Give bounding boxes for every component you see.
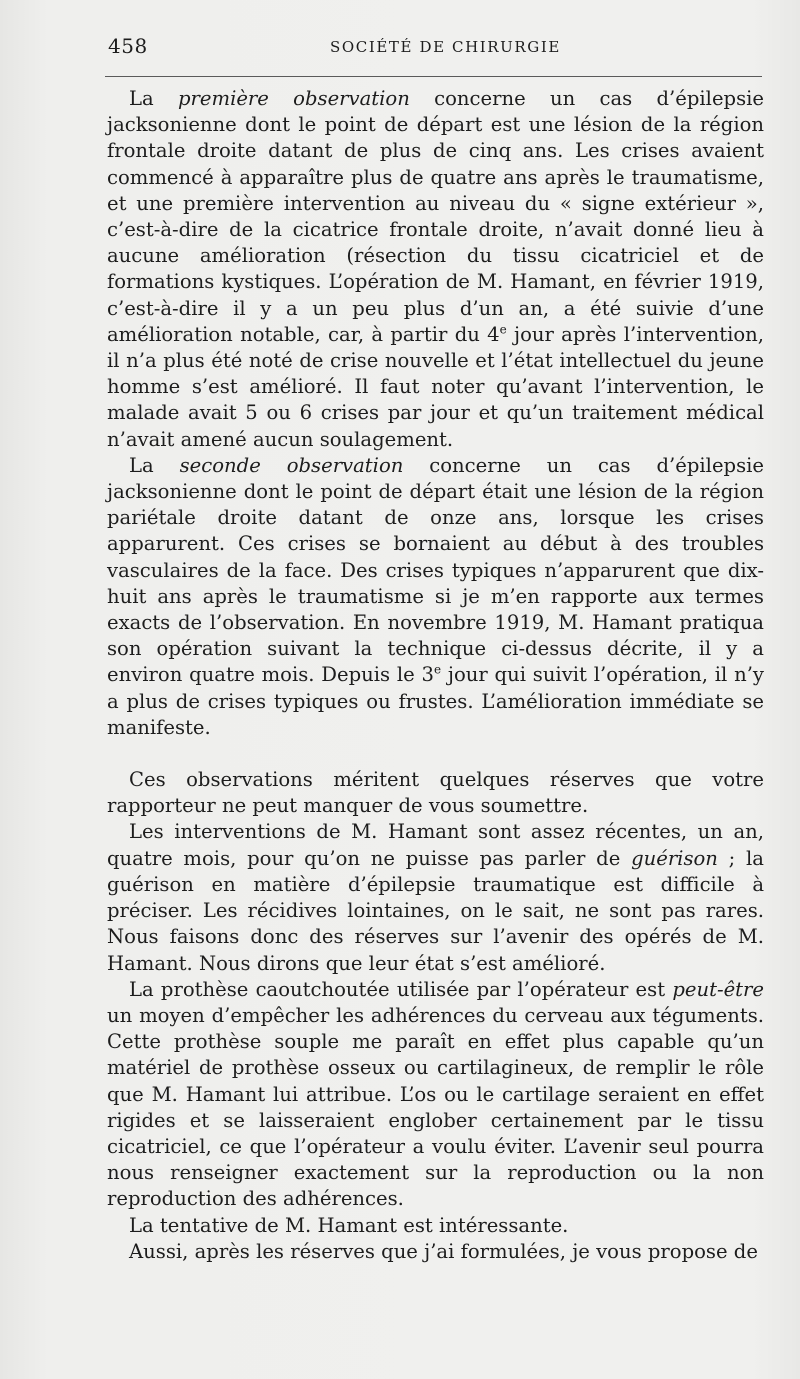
superscript: e (434, 662, 442, 677)
paragraph (107, 819, 764, 976)
italic-text: guérison (631, 846, 718, 870)
italic-text: peut-être (672, 977, 764, 1001)
paragraph (107, 767, 764, 819)
text-run: concerne un cas d’épilepsie jacksonienne dont le point de départ était une lésion de la région pariétale droite datant de onze ans, lorsque les crises apparurent. Ces crises se bornaient au début à des troubles vasculaires de la face. Des crises typiques n’apparurent que dix-huit ans après le traumatisme si je m’en rapporte aux termes exacts de l’observation. En novembre 1919, M. Hamant pratiqua son opération suivant la technique ci-dessus décrite, il y a environ quatre mois. Depuis le 3 (107, 453, 765, 687)
paragraph (107, 1239, 764, 1265)
body-text (107, 86, 764, 1265)
superscript: e (499, 322, 507, 337)
text-run: Ces observations méritent quelques réserves que votre rapporteur ne peut manquer de vous soumettre. (107, 768, 764, 818)
text-run: La (129, 453, 180, 477)
paragraph (107, 86, 764, 453)
text-run: La tentative de M. Hamant est intéressante. (129, 1213, 569, 1237)
text-run: jour après l’intervention, il n’a plus été noté de crise nouvelle et l’état intellectuel du jeune homme s’est amélioré. Il faut noter qu’avant l’intervention, le malade avait 5 ou 6 crises par jour et qu’un traitement médical n’avait amené aucun soulagement. (107, 322, 764, 451)
italic-text: première observation (177, 87, 410, 110)
italic-text: seconde observation (179, 453, 404, 477)
page-header (108, 30, 768, 60)
text-run: La (129, 87, 178, 110)
paragraph (107, 453, 764, 741)
paragraph (107, 1213, 764, 1239)
text-run: jour qui suivit l’opération, il n’y a plus de crises typiques ou frustes. L’amélioration immédiate se manifeste. (107, 663, 764, 739)
page-number: 458 (108, 34, 148, 58)
text-run: ; la guérison en matière d’épilepsie traumatique est difficile à préciser. Les récidives lointaines, on le sait, ne sont pas rares. Nous faisons donc des réserves sur l’avenir des opérés de M. Hamant. Nous dirons que leur état s’est amélioré. (107, 846, 764, 975)
text-run: concerne un cas d’épilepsie jacksonienne dont le point de départ est une lésion de la région frontale droite datant de plus de cinq ans. Les crises avaient commencé à apparaître plus de quatre ans après le traumatisme, et une première intervention au niveau du « signe extérieur », c’est-à-dire de la cicatrice frontale droite, n’avait donné lieu à aucune amélioration (résection du tissu cicatriciel et de formations kystiques. L’opération de M. Hamant, en février 1919, c’est-à-dire il y a un peu plus d’un an, a été suivie d’une amélioration notable, car, à partir du 4 (107, 87, 764, 346)
text-run: Les interventions de M. Hamant sont assez récentes, un an, quatre mois, pour qu’on ne puisse pas parler de (107, 820, 764, 870)
paragraph (107, 977, 764, 1213)
text-run: Aussi, après les réserves que j’ai formulées, je vous propose de (129, 1239, 758, 1263)
header-rule (105, 76, 762, 77)
text-run: un moyen d’empêcher les adhérences du cerveau aux téguments. Cette prothèse souple me paraît en effet plus capable qu’un matériel de prothèse osseux ou cartilagineux, de remplir le rôle que M. Hamant lui attribue. L’os ou le cartilage seraient en effet rigides et se laisseraient englober certainement par le tissu cicatriciel, ce que l’opérateur a voulu éviter. L’avenir seul pourra nous renseigner exactement sur la reproduction ou la non reproduction des adhérences. (107, 1003, 764, 1211)
text-run: La prothèse caoutchoutée utilisée par l’opérateur est (129, 977, 673, 1001)
running-title: SOCIÉTÉ DE CHIRURGIE (330, 38, 561, 56)
